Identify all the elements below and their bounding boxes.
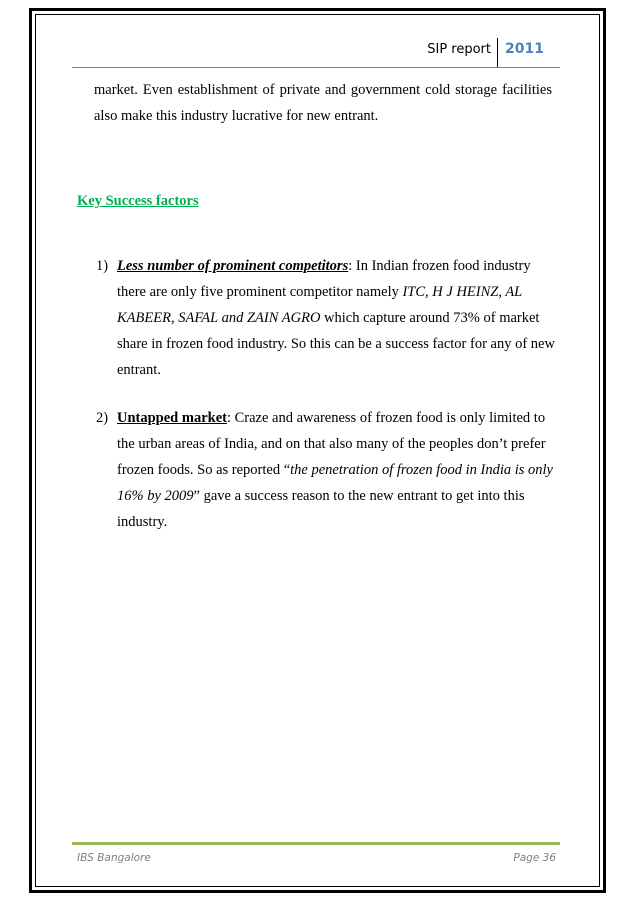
footer-institution: IBS Bangalore xyxy=(77,852,151,864)
list-item-text: : Craze and awareness of frozen food is only limited to the urban areas of India, and on that also many of the peoples don’t prefer frozen foods. So as reported “ xyxy=(117,410,546,478)
header-year: 2011 xyxy=(505,41,544,57)
list-item-text: ” gave a success reason to the new entrant to get into this industry. xyxy=(117,488,525,530)
header-rule xyxy=(72,67,560,68)
section-heading: Key Success factors xyxy=(77,193,199,209)
header-report-label: SIP report xyxy=(427,42,491,57)
page-header xyxy=(0,38,638,68)
list-item-number: 2) xyxy=(96,410,109,426)
list-item-body xyxy=(117,253,558,383)
list-item xyxy=(96,405,558,535)
header-divider xyxy=(497,38,498,68)
list-item-text: and xyxy=(217,310,247,326)
list-item xyxy=(96,253,558,383)
list-item-italic: the penetration of frozen food in India is only 16% by 2009 xyxy=(117,462,553,504)
footer-page-number: Page 36 xyxy=(513,852,556,864)
list-item-text: which capture around 73% of market share in frozen food industry. So this can be a success factor for any of new entrant. xyxy=(117,310,555,378)
list-item-italic: ITC, H J HEINZ, AL KABEER, SAFAL xyxy=(117,284,522,326)
list-item-body xyxy=(117,405,558,535)
list-item-italic: ZAIN AGRO xyxy=(246,310,321,326)
intro-paragraph: market. Even establishment of private and government cold storage facilities also make this industry lucrative for new entrant. xyxy=(94,82,552,124)
footer-rule xyxy=(72,842,560,845)
list-item-term: Less number of prominent competitors xyxy=(117,258,349,274)
list-item-number: 1) xyxy=(96,258,109,274)
list-item-text: : In Indian frozen food industry there are only five prominent competitor namely xyxy=(117,258,531,300)
list-item-term: Untapped market xyxy=(117,410,227,426)
